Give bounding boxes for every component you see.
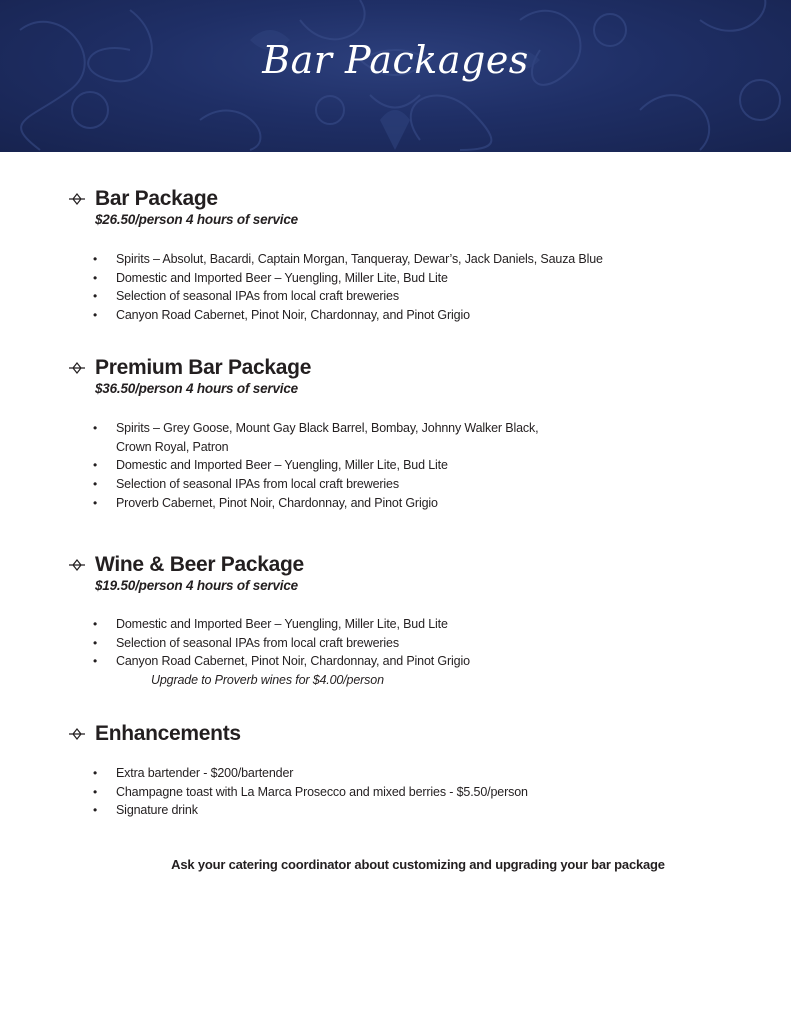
list-item: • Canyon Road Cabernet, Pinot Noir, Chardonnay, and Pinot Grigio bbox=[68, 652, 748, 671]
footer-note: Ask your catering coordinator about customizing and upgrading your bar package bbox=[171, 857, 665, 872]
section-title: Enhancements bbox=[95, 722, 241, 745]
list-item: • Champagne toast with La Marca Prosecco and mixed berries - $5.50/person bbox=[68, 783, 748, 802]
list-item bbox=[68, 419, 748, 456]
list-item-text: Spirits – Grey Goose, Mount Gay Black Barrel, Bombay, Johnny Walker Black, bbox=[116, 421, 539, 435]
list-item: • Selection of seasonal IPAs from local craft breweries bbox=[68, 475, 748, 494]
ornament-bullet-icon bbox=[68, 362, 86, 374]
item-list bbox=[68, 615, 748, 671]
item-list bbox=[68, 419, 748, 513]
list-item: • Spirits – Absolut, Bacardi, Captain Morgan, Tanqueray, Dewar’s, Jack Daniels, Sauza Blue bbox=[68, 250, 748, 269]
section-bar-package bbox=[68, 186, 748, 325]
list-item: • Domestic and Imported Beer – Yuengling, Miller Lite, Bud Lite bbox=[68, 456, 748, 475]
list-item: • Canyon Road Cabernet, Pinot Noir, Chardonnay, and Pinot Grigio bbox=[68, 306, 748, 325]
ornament-bullet-icon bbox=[68, 193, 86, 205]
section-heading bbox=[68, 552, 748, 578]
list-item: • Selection of seasonal IPAs from local craft breweries bbox=[68, 287, 748, 306]
list-item: • Selection of seasonal IPAs from local craft breweries bbox=[68, 634, 748, 653]
section-heading bbox=[68, 355, 748, 381]
list-item: • Proverb Cabernet, Pinot Noir, Chardonnay, and Pinot Grigio bbox=[68, 494, 748, 513]
price-line: $26.50/person 4 hours of service bbox=[95, 212, 298, 227]
section-title: Bar Package bbox=[95, 187, 218, 210]
ornament-bullet-icon bbox=[68, 559, 86, 571]
section-heading bbox=[68, 186, 748, 212]
section-premium-bar-package bbox=[68, 355, 748, 513]
section-heading bbox=[68, 721, 748, 747]
list-item: • Extra bartender - $200/bartender bbox=[68, 764, 748, 783]
section-enhancements bbox=[68, 721, 748, 820]
page-title: Bar Packages bbox=[262, 38, 529, 82]
list-item-continuation: Crown Royal, Patron bbox=[116, 439, 229, 454]
price-line: $36.50/person 4 hours of service bbox=[95, 381, 298, 396]
price-line: $19.50/person 4 hours of service bbox=[95, 578, 298, 593]
list-item: • Signature drink bbox=[68, 801, 748, 820]
section-wine-beer-package bbox=[68, 552, 748, 689]
item-list bbox=[68, 764, 748, 820]
upgrade-note: Upgrade to Proverb wines for $4.00/person bbox=[151, 673, 384, 688]
header-banner bbox=[0, 0, 791, 152]
section-title: Wine & Beer Package bbox=[95, 553, 304, 576]
list-item: • Domestic and Imported Beer – Yuengling, Miller Lite, Bud Lite bbox=[68, 615, 748, 634]
list-item: • Domestic and Imported Beer – Yuengling, Miller Lite, Bud Lite bbox=[68, 269, 748, 288]
ornament-bullet-icon bbox=[68, 728, 86, 740]
item-list bbox=[68, 250, 748, 325]
section-title: Premium Bar Package bbox=[95, 356, 312, 379]
